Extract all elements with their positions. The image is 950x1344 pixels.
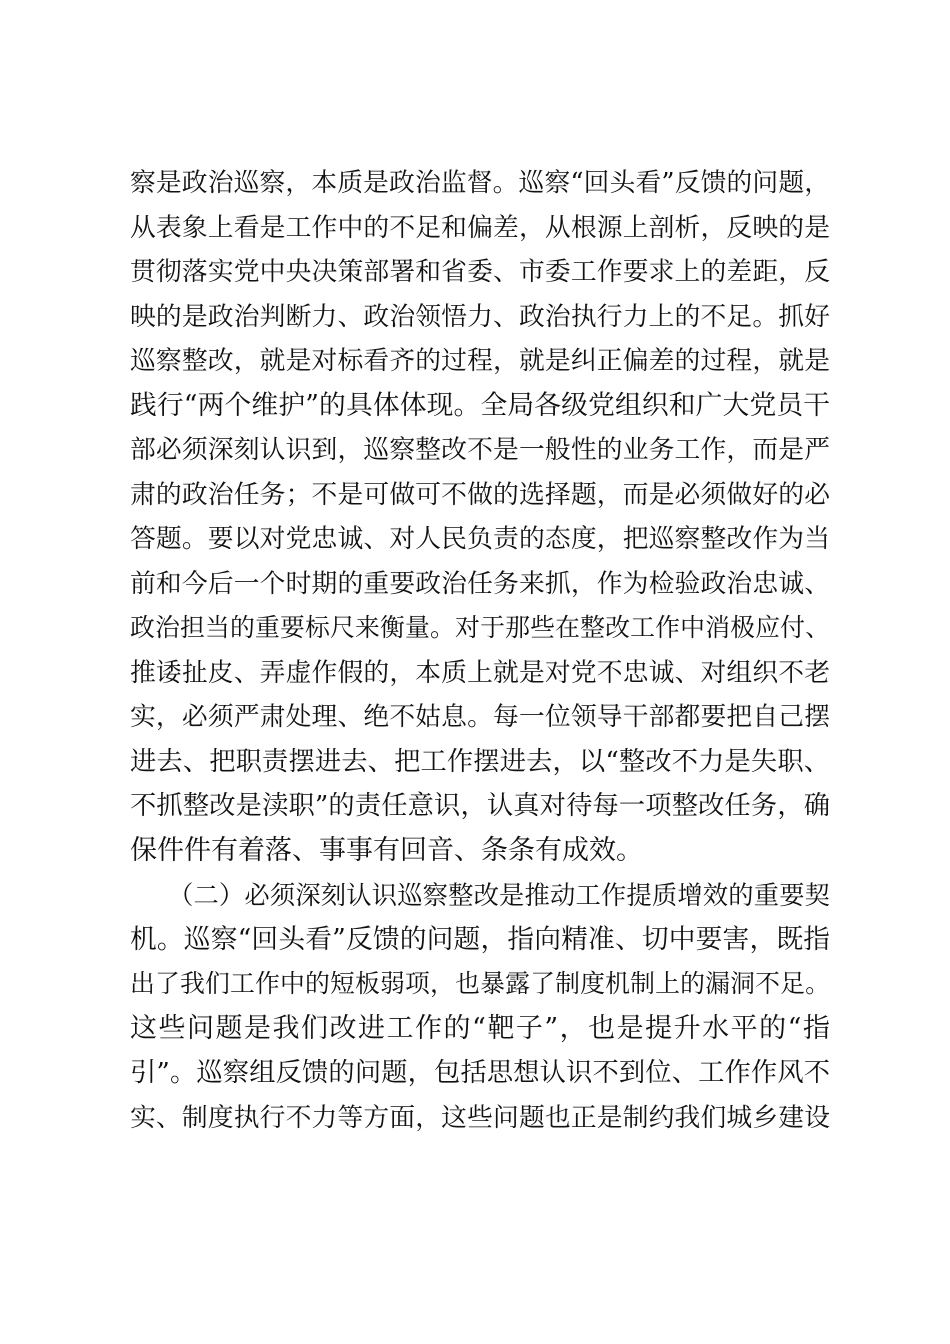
text-line: 保件件有着落、事事有回音、条条有成效。: [130, 834, 643, 866]
text-line: 践行“两个维护”的具体体现。全局各级党组织和广大党员干: [130, 389, 830, 421]
text-line: 巡察整改，就是对标看齐的过程，就是纠正偏差的过程，就是: [130, 346, 830, 376]
text-line: 实、制度执行不力等方面，这些问题也正是制约我们城乡建设: [130, 1102, 830, 1133]
text-line: 肃的政治任务；不是可做可不做的选择题，而是必须做好的必: [130, 479, 830, 510]
text-line: 这些问题是我们改进工作的“靶子”，也是提升水平的“指: [130, 1012, 830, 1044]
text-line: 进去、把职责摆进去、把工作摆进去，以“整改不力是失职、: [130, 746, 830, 777]
text-line: 机。巡察“回头看”反馈的问题，指向精准、切中要害，既指: [130, 923, 830, 955]
text-line: 贯彻落实党中央决策部署和省委、市委工作要求上的差距，反: [130, 257, 830, 287]
section-heading-line: （二）必须深刻认识巡察整改是推动工作提质增效的重要契: [168, 880, 830, 910]
text-line: 答题。要以对党忠诚、对人民负责的态度，把巡察整改作为当: [130, 524, 830, 554]
text-line: 从表象上看是工作中的不足和偏差，从根源上剖析，反映的是: [130, 212, 830, 243]
text-line: 不抓整改是渎职”的责任意识，认真对待每一项整改任务，确: [130, 791, 830, 821]
text-line: 映的是政治判断力、政治领悟力、政治执行力上的不足。抓好: [130, 301, 830, 332]
text-line: 实，必须严肃处理、绝不姑息。每一位领导干部都要把自己摆: [130, 702, 830, 732]
text-line: 前和今后一个时期的重要政治任务来抓，作为检验政治忠诚、: [130, 568, 830, 599]
text-line: 部必须深刻认识到，巡察整改不是一般性的业务工作，而是严: [130, 435, 830, 465]
text-line: 政治担当的重要标尺来衡量。对于那些在整改工作中消极应付、: [130, 613, 830, 642]
body-text: [130, 161, 830, 1140]
text-line: 出了我们工作中的短板弱项，也暴露了制度机制上的漏洞不足。: [130, 969, 830, 998]
text-line: 引”。巡察组反馈的问题，包括思想认识不到位、工作作风不: [130, 1058, 830, 1088]
text-line: 察是政治巡察，本质是政治监督。巡察“回头看”反馈的问题，: [130, 168, 830, 198]
text-line: 推诿扯皮、弄虚作假的，本质上就是对党不忠诚、对组织不老: [130, 657, 830, 688]
